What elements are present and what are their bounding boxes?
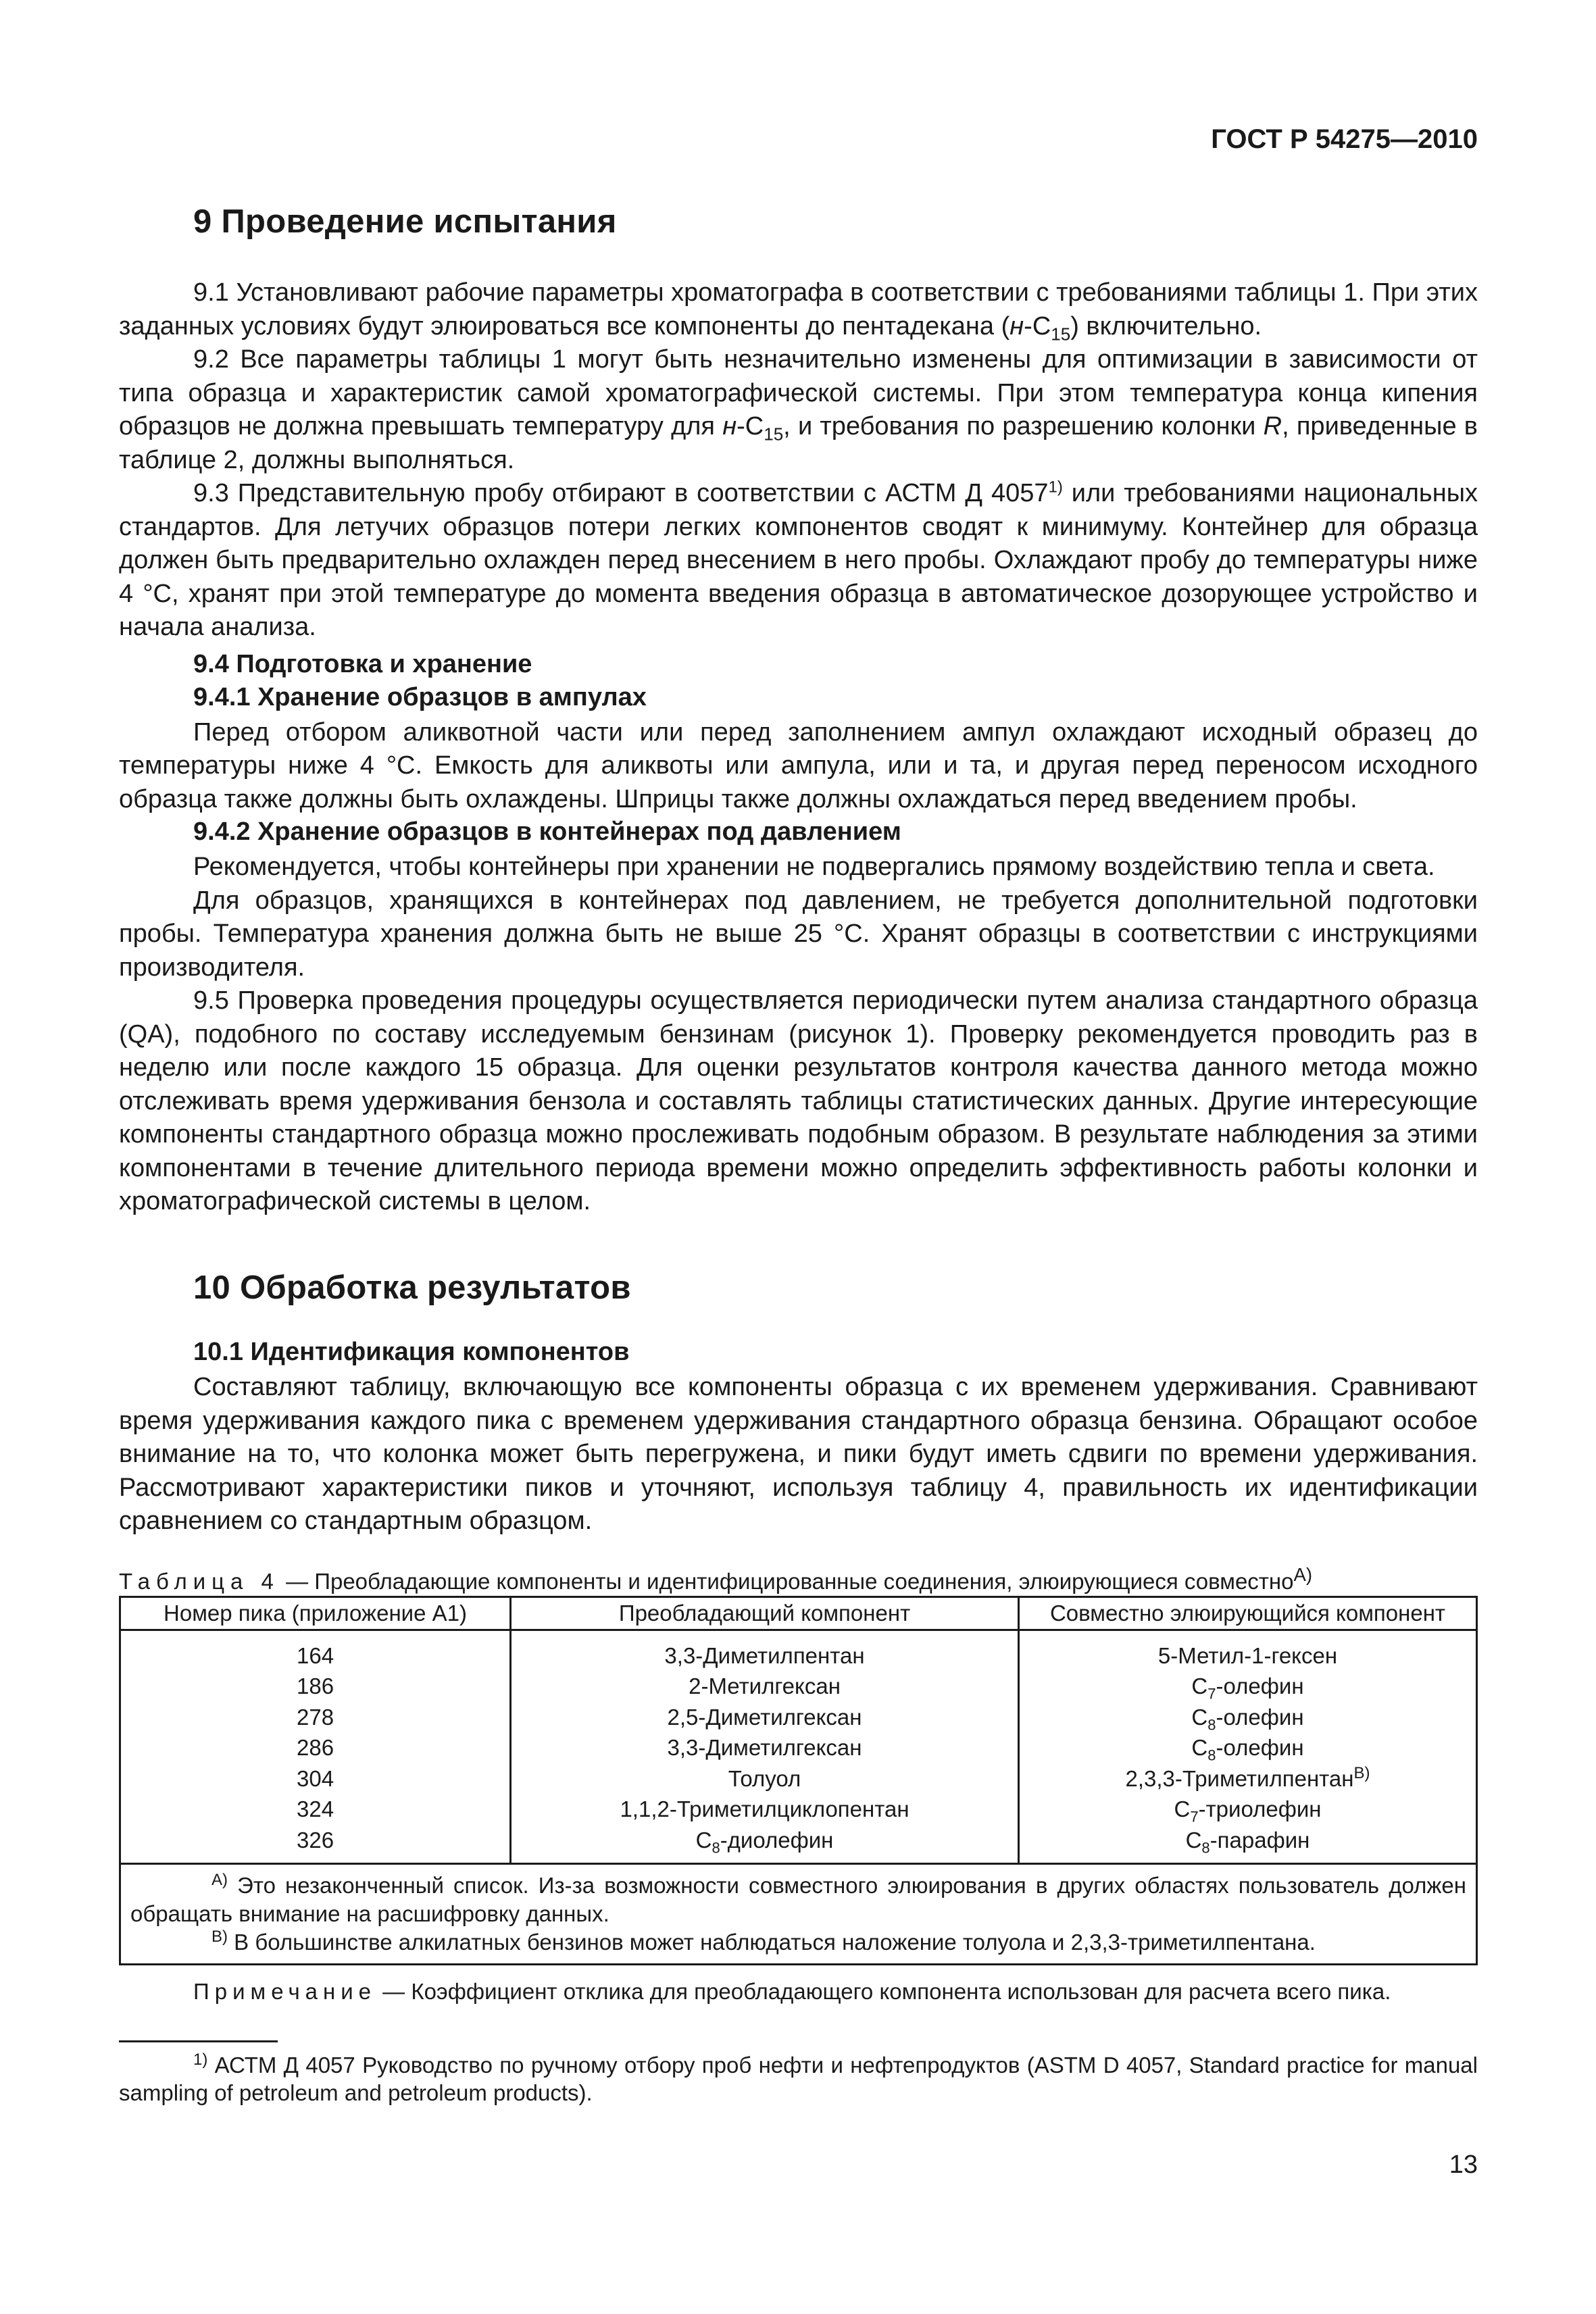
document-page [119, 0, 1478, 2314]
section-9-title: 9 Проведение испытания [193, 203, 617, 240]
heading-9-4-1: 9.4.1 Хранение образцов в ампулах [193, 682, 647, 711]
paragraph-9-3: 9.3 Представительную пробу отбирают в соответствии с АСТМ Д 4057$^{1)}$ или требованиями национальных стандартов. Для летучих образцов потери легких компонентов сводят к минимуму. Контейнер для образца должен быть предварительно охлажден перед внесением в него пробы. Охлаждают пробу до температуры ниже 4 °С, хранят при этой температуре до момента введения образца в автоматическое дозорующее устройство и начала анализа. [119, 478, 1478, 641]
section-10-body [119, 1338, 1478, 1538]
table-4-caption: Таблица 4 — Преобладающие компоненты и идентифицированные соединения, элюирующиеся совместно$^{A)}$ [119, 1564, 1313, 1594]
table-4-block [119, 1561, 1478, 1965]
table-note-b: $^{B)}$ В большинстве алкилатных бензинов может наблюдаться наложение толуола и 2,3,3-триметилпентана. [211, 1927, 1316, 1955]
paragraph-9-5: 9.5 Проверка проведения процедуры осуществляется периодически путем анализа стандартного образца (QA), подобного по составу исследуемым бензинам (рисунок 1). Проверку рекомендуется проводить раз в неделю или после каждого 15 образца. Для оценки результатов контроля качества данного метода можно отслеживать время удерживания бензола и составлять таблицы статистических данных. Другие интересующие компоненты стандартного образца можно прослеживать подобным образом. В результате наблюдения за этими компонентами в течение длительного периода времени можно определить эффективность работы колонки и хроматографической системы в целом. [119, 986, 1478, 1215]
table-row: 186 2-Метилгексан $С_7$-олефин [120, 1671, 1477, 1703]
table-row: 324 1,1,2-Триметилциклопентан $С_7$-триолефин [120, 1794, 1477, 1826]
table-row: 326 $С_8$-диолефин $С_8$-парафин [120, 1825, 1477, 1863]
column-header-coeluting: Совместно элюирующийся компонент [1019, 1597, 1477, 1630]
table-header-row [120, 1597, 1477, 1630]
column-header-main: Преобладающий компонент [511, 1597, 1019, 1630]
footnote-divider [119, 2040, 278, 2042]
page-number: 13 [1449, 2150, 1478, 2179]
paragraph-9-1: 9.1 Установливают рабочие параметры хроматографа в соответствии с требованиями таблицы 1. При этих заданных условиях будут элюироваться все компоненты до пентадекана $(н-С_{15})$ включительно. [119, 278, 1478, 345]
table-row: 278 2,5-Диметилгексан $С_8$-олефин [120, 1702, 1477, 1733]
heading-10-1: 10.1 Идентификация компонентов [193, 1338, 630, 1366]
section-10-title: 10 Обработка результатов [193, 1269, 631, 1306]
paragraph-9-4-1: Перед отбором аликвотной части или перед заполнением ампул охлаждают исходный образец до температуры ниже 4 °С. Емкость для аликвоты или ампула, или и та, и другая перед переносом исходного образца также должны быть охлаждены. Шприцы также должны охлаждаться перед введением пробы. [119, 718, 1478, 813]
table-4 [119, 1596, 1478, 1965]
heading-9-4: 9.4 Подготовка и хранение [193, 649, 532, 678]
column-header-peak: Номер пика (приложение А1) [120, 1597, 511, 1630]
note: Примечание — Коэффициент отклика для преобладающего компонента использован для расчета всего пика. [193, 1979, 1391, 2004]
paragraph-9-4-2-a: Рекомендуется, чтобы контейнеры при хранении не подвергались прямому воздействию тепла и света. [193, 853, 1435, 881]
table-note-a: $^{A)}$ Это незаконченный список. Из-за возможности совместного элюирования в других областях пользователь должен обращать внимание на расшифровку данных. [130, 1870, 1466, 1926]
table-notes-row [120, 1863, 1477, 1964]
paragraph-9-4-2-b: Для образцов, хранящихся в контейнерах под давлением, не требуется дополнительной подготовки пробы. Температура хранения должна быть не выше 25 °С. Хранят образцы в соответствии с инструкциями производителя. [119, 886, 1478, 982]
standard-number: ГОСТ Р 54275—2010 [1211, 124, 1478, 154]
footnote: $^{1)}$ АСТМ Д 4057 Руководство по ручному отбору проб нефти и нефтепродуктов (ASTM D 4057, Standard practice for manual sampling of petroleum and petroleum products). [119, 2051, 1478, 2105]
section-9-body [119, 276, 1478, 1219]
paragraph-10-1: Составляют таблицу, включающую все компоненты образца с их временем удерживания. Сравнивают время удерживания каждого пика с временем удерживания стандартного образца бензина. Обращают особое внимание на то, что колонка может быть перегружена, и пики будут иметь сдвиги по времени удерживания. Рассмотривают характеристики пиков и уточняют, используя таблицу 4, правильность их идентификации сравнением со стандартным образцом. [119, 1373, 1478, 1535]
table-row: 286 3,3-Диметилгексан $С_8$-олефин [120, 1733, 1477, 1764]
paragraph-9-2: 9.2 Все параметры таблицы 1 могут быть незначительно изменены для оптимизации в зависимости от типа образца и характеристик самой хроматографической системы. При этом температура конца кипения образцов не должна превышать температуру для $н-С_{15}$, и требования по разрешению колонки R, приведенные в таблице 2, должны выполняться. [119, 345, 1478, 474]
table-row: 304 Толуол 2,3,3-Триметилпентан$^{B)}$ [120, 1763, 1477, 1794]
heading-9-4-2: 9.4.2 Хранение образцов в контейнерах под давлением [193, 818, 901, 846]
table-row: 164 3,3-Диметилпентан 5-Метил-1-гексен [120, 1630, 1477, 1671]
